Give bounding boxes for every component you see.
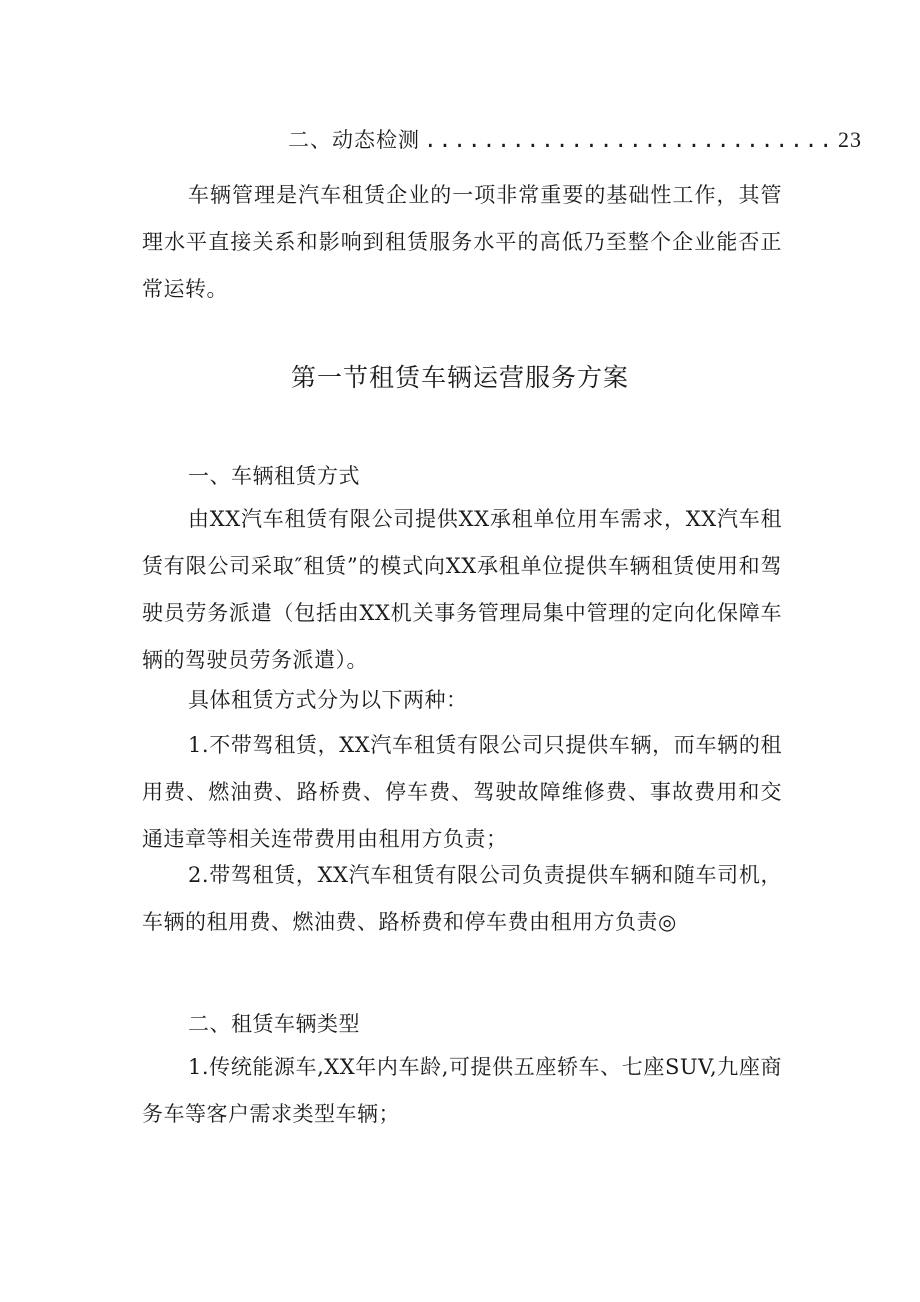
toc-entry	[288, 124, 863, 156]
toc-entry-text: 二、动态检测	[288, 128, 420, 152]
part1-paragraph-3: 1.不带驾租赁，XX汽车租赁有限公司只提供车辆，而车辆的租用费、燃油费、路桥费、停车费、驾驶故障维修费、事故费用和交通违章等相关连带费用由租用方负责；	[142, 733, 782, 851]
part2-paragraph-1: 1.传统能源车,XX年内车龄,可提供五座轿车、七座SUV,九座商务车等客户需求类型车辆；	[142, 1055, 782, 1126]
part1-paragraph-4: 2.带驾租赁，XX汽车租赁有限公司负责提供车辆和随车司机，车辆的租用费、燃油费、路桥费和停车费由租用方负责◎	[142, 863, 782, 934]
toc-page-number: 23	[838, 127, 863, 152]
part1-paragraph-1: 由XX汽车租赁有限公司提供XX承租单位用车需求，XX汽车租赁有限公司采取″租赁”的模式向XX承租单位提供车辆租赁使用和驾驶员劳务派遣（包括由XX机关事务管理局集中管理的定向化保障车辆的驾驶员劳务派遣）。	[142, 507, 782, 672]
part1-paragraph-2: 具体租赁方式分为以下两种：	[188, 688, 468, 712]
section-title: 第一节租赁车辆运营服务方案	[290, 363, 629, 392]
intro-paragraph: 车辆管理是汽车租赁企业的一项非常重要的基础性工作，其管理水平直接关系和影响到租赁服务水平的高低乃至整个企业能否正常运转。	[142, 183, 782, 301]
toc-leader-dots: ............................	[424, 128, 835, 152]
part2-heading: 二、租赁车辆类型	[188, 1012, 360, 1036]
part1-heading: 一、车辆租赁方式	[188, 464, 360, 488]
